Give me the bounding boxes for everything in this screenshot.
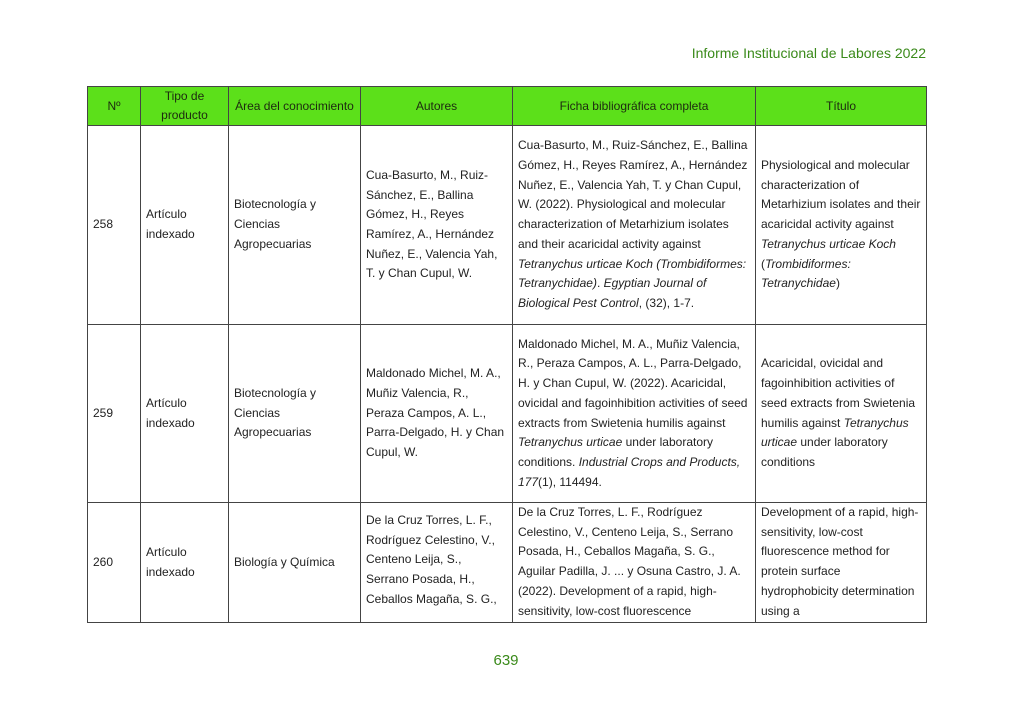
table-row: [88, 325, 927, 503]
citation: [513, 126, 756, 325]
text-segment: Acaricidal, ovicidal and fagoinhibition activities of seed extracts from Swietenia humilis against: [761, 356, 916, 430]
text-segment: Cua-Basurto, M., Ruiz-Sánchez, E., Ballina Gómez, H., Reyes Ramírez, A., Hernández Nuñez, E., Valencia Yah, T. y Chan Cupul, W. (2022). Physiological and molecular characterization of Metarhizium isolates and their acaricidal activity against: [518, 138, 748, 251]
product-type: Artículo indexado: [141, 126, 229, 325]
authors: Cua-Basurto, M., Ruiz-Sánchez, E., Ballina Gómez, H., Reyes Ramírez, A., Hernández Nuñez, E., Valencia Yah, T. y Chan Cupul, W.: [361, 126, 513, 325]
italic-text-segment: Tetranychus urticae Koch (Trombidiformes: Tetranychidae): [518, 256, 747, 291]
column-header-number: Nº: [88, 87, 141, 126]
text-segment: (1), 114494.: [538, 474, 602, 489]
italic-text-segment: Trombidiformes: Tetranychidae: [761, 256, 851, 291]
text-segment: under laboratory conditions: [761, 435, 888, 469]
column-header-title: Título: [756, 87, 927, 126]
column-header-authors: Autores: [361, 87, 513, 126]
title: [756, 126, 927, 325]
column-header-citation: Ficha bibliográfica completa: [513, 87, 756, 126]
text-segment: ): [835, 276, 840, 291]
italic-text-segment: Tetranychus urticae: [518, 435, 623, 450]
text-segment: .: [596, 276, 604, 291]
table-row: [88, 503, 927, 623]
table-header-row: [88, 87, 927, 126]
text-segment: under laboratory conditions.: [518, 435, 714, 469]
publications-table: [87, 86, 927, 623]
authors: Maldonado Michel, M. A., Muñiz Valencia, R., Peraza Campos, A. L., Parra-Delgado, H. y Chan Cupul, W.: [361, 325, 513, 503]
table-row: [88, 126, 927, 325]
column-header-type: Tipo de producto: [141, 87, 229, 126]
text-segment: Maldonado Michel, M. A., Muñiz Valencia, R., Peraza Campos, A. L., Parra-Delgado, H. y Chan Cupul, W. (2022). Acaricidal, ovicidal and fagoinhibition activities of seed extracts from Swietenia humilis against: [518, 336, 748, 430]
knowledge-area: Biología y Química: [229, 503, 361, 623]
italic-text-segment: Tetranychus urticae: [761, 415, 909, 450]
citation: [513, 503, 756, 623]
knowledge-area: Biotecnología y Ciencias Agropecuarias: [229, 126, 361, 325]
row-number: 260: [88, 503, 141, 623]
italic-text-segment: Industrial Crops and Products, 177: [518, 454, 741, 489]
authors: De la Cruz Torres, L. F., Rodríguez Celestino, V., Centeno Leija, S., Serrano Posada, H., Ceballos Magaña, S. G.,: [361, 503, 513, 623]
citation: [513, 325, 756, 503]
italic-text-segment: Egyptian Journal of Biological Pest Control: [518, 276, 707, 310]
text-segment: Development of a rapid, high-sensitivity, low-cost fluorescence method for protein surface hydrophobicity determination using a: [761, 505, 919, 618]
row-number: 259: [88, 325, 141, 503]
page-number: 639: [493, 652, 519, 669]
row-number: 258: [88, 126, 141, 325]
text-segment: Physiological and molecular characterization of Metarhizium isolates and their acaricidal activity against: [761, 158, 921, 232]
title: [756, 325, 927, 503]
product-type: Artículo indexado: [141, 325, 229, 503]
report-header-title: Informe Institucional de Labores 2022: [691, 45, 926, 61]
text-segment: (: [761, 256, 765, 271]
knowledge-area: Biotecnología y Ciencias Agropecuarias: [229, 325, 361, 503]
column-header-area: Área del conocimiento: [229, 87, 361, 126]
title: [756, 503, 927, 623]
product-type: Artículo indexado: [141, 503, 229, 623]
text-segment: , (32), 1-7.: [638, 295, 695, 310]
text-segment: De la Cruz Torres, L. F., Rodríguez Celestino, V., Centeno Leija, S., Serrano Posada, H., Ceballos Magaña, S. G., Aguilar Padilla, J. ... y Osuna Castro, J. A. (2022). Development of a rapid, high-sensitivity, low-cost fluorescence: [518, 505, 741, 618]
italic-text-segment: Tetranychus urticae Koch: [761, 236, 896, 251]
